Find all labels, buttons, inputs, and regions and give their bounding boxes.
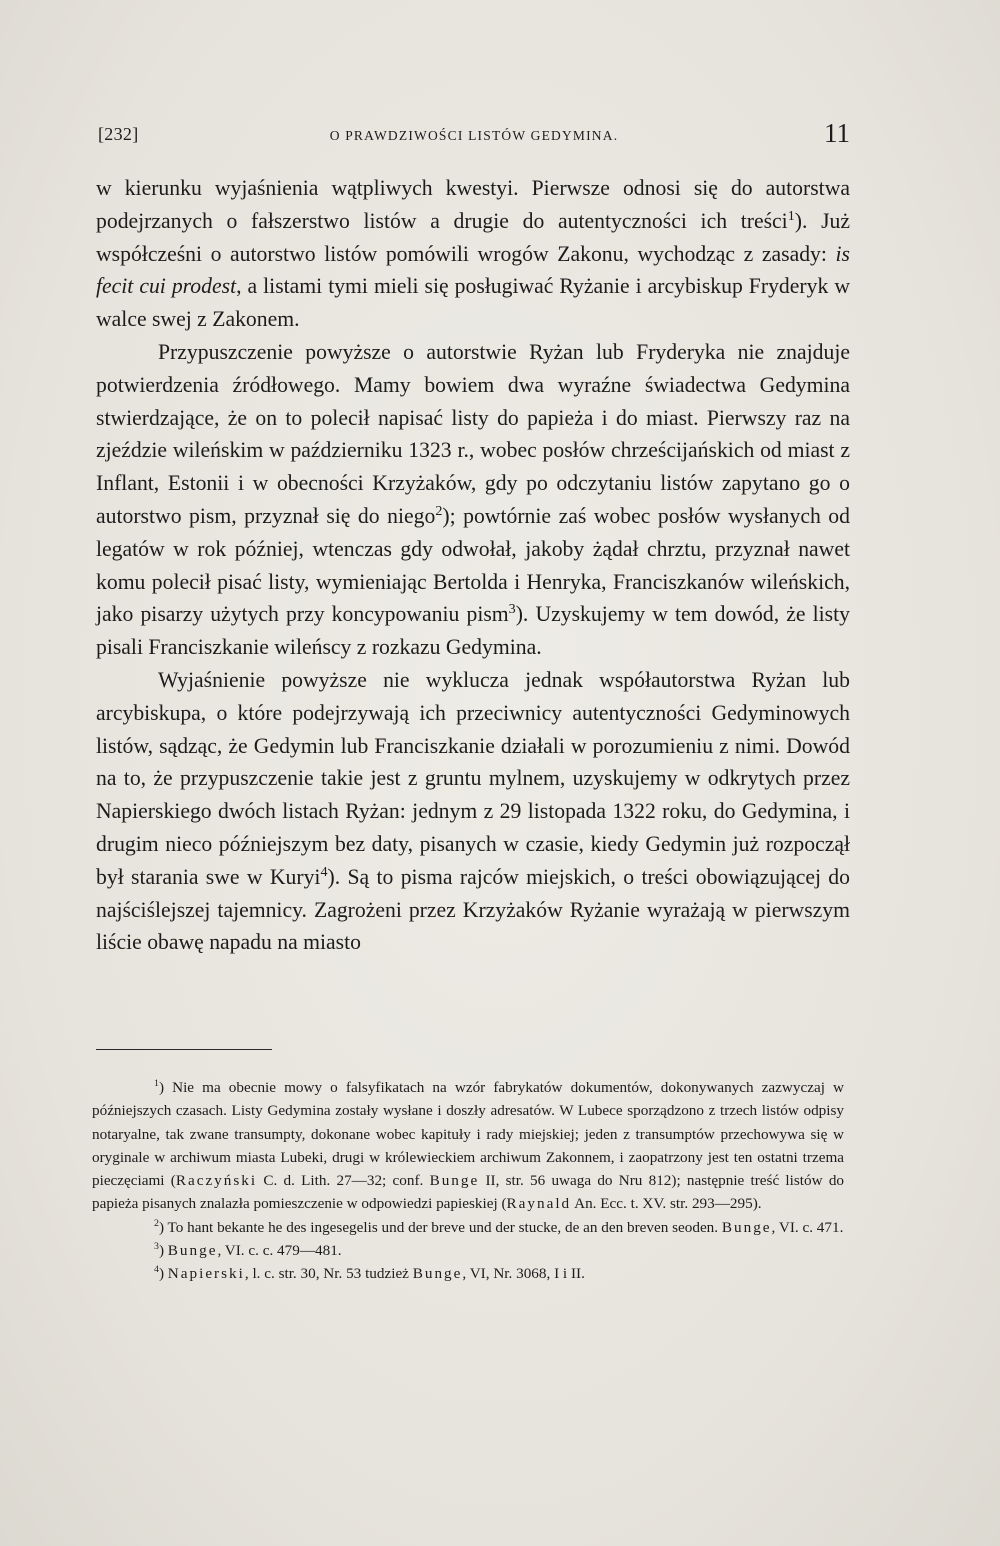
footnote-3: $^3$) Bunge, VI. c. c. 479—481. [154, 1241, 342, 1260]
main-text [96, 172, 850, 959]
footnote-separator [96, 1049, 272, 1050]
latin-maxim: is fecit cui prodest [96, 241, 850, 299]
footnote-ref-4: 4 [320, 863, 328, 880]
page-header [98, 118, 850, 152]
footnote-ref-2: 2 [435, 502, 443, 519]
footnotes [92, 1076, 844, 1286]
page-number-bracketed: [232] [98, 124, 139, 144]
page-number: 11 [824, 118, 850, 148]
paragraph-3: Wyjaśnienie powyższe nie wyklucza jednak współautorstwa Ryżan lub arcybiskupa, o które podejrzywają ich przeciwnicy autentyczności Gedyminowych listów, sądząc, że Gedymin lub Franciszkanie działali w porozumieniu z nimi. Dowód na to, że przypuszczenie takie jest z gruntu mylnem, uzyskujemy w odkrytych przez Napierskiego dwóch listach Ryżan: jednym z 29 listopada 1322 roku, do Gedymina, i drugim nieco późniejszym bez daty, pisanych w czasie, kiedy Gedymin już rozpoczął był starania swe w Kuryi$^4$). Są to pisma rajców miejskich, o treści obowiązującej do najściślejszej tajemnicy. Zagrożeni przez Krzyżaków Ryżanie wyrażają w pierwszym liście obawę napadu na miasto [96, 667, 850, 955]
footnote-1: $^1$) Nie ma obecnie mowy o falsyfikatach na wzór fabrykatów dokumentów, dokonywanych zazwyczaj w późniejszych czasach. Listy Gedymina zostały wysłane i doszły adresatów. W Lubece sporządzono z trzech listów odpisy notaryalne, tak zwane transumpty, dokonane wobec kapituły i rady miejskiej; jeden z transumptów przechowywa się w oryginale w archiwum miasta Lubeki, drugi w królewieckiem archiwum Zakonnem, i zaopatrzony jest ten ostatni trzema pieczęciami (Raczyński C. d. Lith. 27—32; conf. Bunge II, str. 56 uwaga do Nru 812); następnie treść listów do papieża pisanych znalazła pomieszczenie w odpowiedzi papieskiej (Raynald An. Ecc. t. XV. str. 293—295). [92, 1077, 845, 1213]
paragraph-1: w kierunku wyjaśnienia wątpliwych kwestyi. Pierwsze odnosi się do autorstwa podejrzanych o fałszerstwo listów a drugie do autentyczności ich treści$^1$). Już współcześni o autorstwo listów pomówili wrogów Zakonu, wychodząc z zasady: is fecit cui prodest, a listami tymi mieli się posługiwać Ryżanie i arcybiskup Fryderyk w walce swej z Zakonem. [96, 176, 850, 332]
paragraph-2: Przypuszczenie powyższe o autorstwie Ryżan lub Fryderyka nie znajduje potwierdzenia źródłowego. Mamy bowiem dwa wyraźne świadectwa Gedymina stwierdzające, że on to polecił napisać listy do papieża i do miast. Pierwszy raz na zjeździe wileńskim w październiku 1323 r., wobec posłów chrześcijańskich od miast z Inflant, Estonii i w obecności Krzyżaków, gdy po odczytaniu listów zapytano go o autorstwo pism, przyznał się do niego$^2$); powtórnie zaś wobec posłów wysłanych od legatów w rok później, wtenczas gdy odwołał, jakoby żądał chrztu, przyznał nawet komu polecił pisać listy, wymieniając Bertolda i Henryka, Franciszkanów wileńskich, jako pisarzy użytych przy koncypowaniu pism$^3$). Uzyskujemy w tem dowód, że listy pisali Franciszkanie wileńscy z rozkazu Gedymina. [96, 339, 850, 660]
running-title: O PRAWDZIWOŚCI LISTÓW GEDYMINA. [329, 128, 619, 143]
footnote-4: $^4$) Napierski, l. c. str. 30, Nr. 53 tudzież Bunge, VI, Nr. 3068, I i II. [154, 1264, 585, 1283]
footnote-ref-1: 1 [787, 207, 795, 224]
footnote-ref-3: 3 [508, 601, 516, 618]
footnote-2: $^2$) To hant bekante he des ingesegelis und der breve und der stucke, de an den breven seoden. Bunge, VI. c. 471. [154, 1217, 844, 1236]
